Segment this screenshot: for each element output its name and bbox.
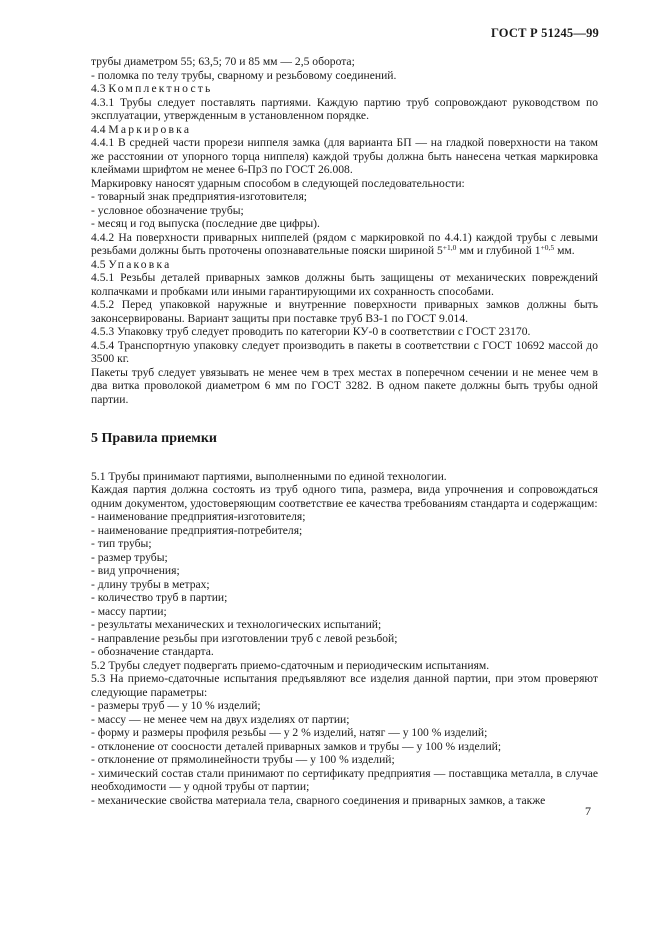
- list-item: - размеры труб — у 10 % изделий;: [91, 699, 261, 712]
- list-item: - наименование предприятия-потребителя;: [91, 523, 303, 537]
- list-item: - наименование предприятия-изготовителя;: [91, 510, 306, 523]
- paragraph: 4.4.2 На поверхности приварных ниппелей (рядом с маркировкой по 4.4.1) каждой трубы с левыми резьбами должны быть проточены опознавательные пояски шириной $5^{+1,0}$ мм и глубиной $1^{+0,5}$ мм.: [91, 230, 598, 257]
- paragraph: 4.5.2 Перед упаковкой наружные и внутренние поверхности приварных замков должны быть законсервированы. Вариант защиты при поставке труб ВЗ-1 по ГОСТ 9.014.: [91, 298, 598, 325]
- list-item: - количество труб в партии;: [91, 591, 228, 604]
- paragraph: Пакеты труб следует увязывать не менее чем в трех местах в поперечном сечении и не менее чем в два витка проволокой диаметром 6 мм по ГОСТ 3282. В одном пакете должны быть трубы одной партии.: [91, 365, 598, 406]
- list-item: - длину трубы в метрах;: [91, 577, 210, 591]
- list-item: - обозначение стандарта.: [91, 645, 214, 658]
- list-item: - размер трубы;: [91, 550, 168, 564]
- list-item: - отклонение от соосности деталей приварных замков и трубы — у 100 % изделий;: [91, 739, 502, 753]
- paragraph: 5.1 Трубы принимают партиями, выполненными по единой технологии.: [91, 469, 447, 483]
- list-item: - месяц и год выпуска (последние две цифры).: [91, 217, 320, 230]
- paragraph: 5.2 Трубы следует подвергать приемо-сдаточным и периодическим испытаниям.: [91, 658, 490, 672]
- list-item: - направление резьбы при изготовлении труб с левой резьбой;: [91, 631, 398, 645]
- paragraph: 5.3 На приемо-сдаточные испытания предъявляют все изделия данной партии, при этом проверяют следующие параметры:: [91, 672, 598, 699]
- subsection-heading: 4.3 Комплектность: [91, 82, 213, 95]
- page-number: 7: [585, 804, 591, 818]
- list-item: - результаты механических и технологических испытаний;: [91, 618, 382, 631]
- list-item: - форму и размеры профиля резьбы — у 2 % изделий, натяг — у 100 % изделий;: [91, 726, 488, 739]
- paragraph: 4.5.4 Транспортную упаковку следует производить в пакеты в соответствии с ГОСТ 10692 массой до 3500 кг.: [91, 338, 598, 365]
- section-heading: 5 Правила приемки: [91, 431, 217, 446]
- paragraph: 4.4.1 В средней части прорези ниппеля замка (для варианта БП — на гладкой поверхности на таком же расстоянии от упорного торца ниппеля) каждой трубы должна быть нанесена четкая маркировка клеймами шрифтом не менее 6-Пр3 по ГОСТ 26.008.: [91, 136, 598, 176]
- text-line: трубы диаметром 55; 63,5; 70 и 85 мм — 2,5 оборота;: [91, 55, 355, 68]
- list-item: - отклонение от прямолинейности трубы — у 100 % изделий;: [91, 753, 395, 766]
- paragraph: 4.5.1 Резьбы деталей приварных замков должны быть защищены от механических повреждений колпачками и пробками или иными гарантирующими их сохранность способами.: [91, 271, 598, 298]
- list-item: - поломка по телу трубы, сварному и резьбовому соединений.: [91, 68, 397, 82]
- list-item: - тип трубы;: [91, 537, 152, 550]
- list-item: - механические свойства материала тела, сварного соединения и приварных замков, а также: [91, 793, 546, 807]
- list-item: - массу — не менее чем на двух изделиях от партии;: [91, 712, 350, 726]
- paragraph: Каждая партия должна состоять из труб одного типа, размера, вида упрочнения и сопровождаться одним документом, удостоверяющим соответствие ее качества требованиям стандарта и содержащим:: [91, 483, 598, 510]
- document-body: [91, 55, 598, 807]
- list-item: - химический состав стали принимают по сертификату предприятия — поставщика металла, в случае необходимости — у одной трубы от партии;: [91, 766, 598, 793]
- subsection-heading: 4.4 Маркировка: [91, 122, 192, 136]
- subsection-heading: 4.5 Упаковка: [91, 257, 172, 271]
- list-item: - вид упрочнения;: [91, 564, 180, 577]
- paragraph: 4.5.3 Упаковку труб следует проводить по категории КУ-0 в соответствии с ГОСТ 23170.: [91, 325, 531, 338]
- list-item: - условное обозначение трубы;: [91, 203, 244, 217]
- paragraph: Маркировку наносят ударным способом в следующей последовательности:: [91, 176, 465, 190]
- list-item: - массу партии;: [91, 604, 167, 618]
- list-item: - товарный знак предприятия-изготовителя;: [91, 190, 308, 203]
- document-header: ГОСТ Р 51245—99: [490, 26, 599, 40]
- paragraph: 4.3.1 Трубы следует поставлять партиями. Каждую партию труб сопровождают руководством по эксплуатации, утвержденным в установленном порядке.: [91, 95, 598, 122]
